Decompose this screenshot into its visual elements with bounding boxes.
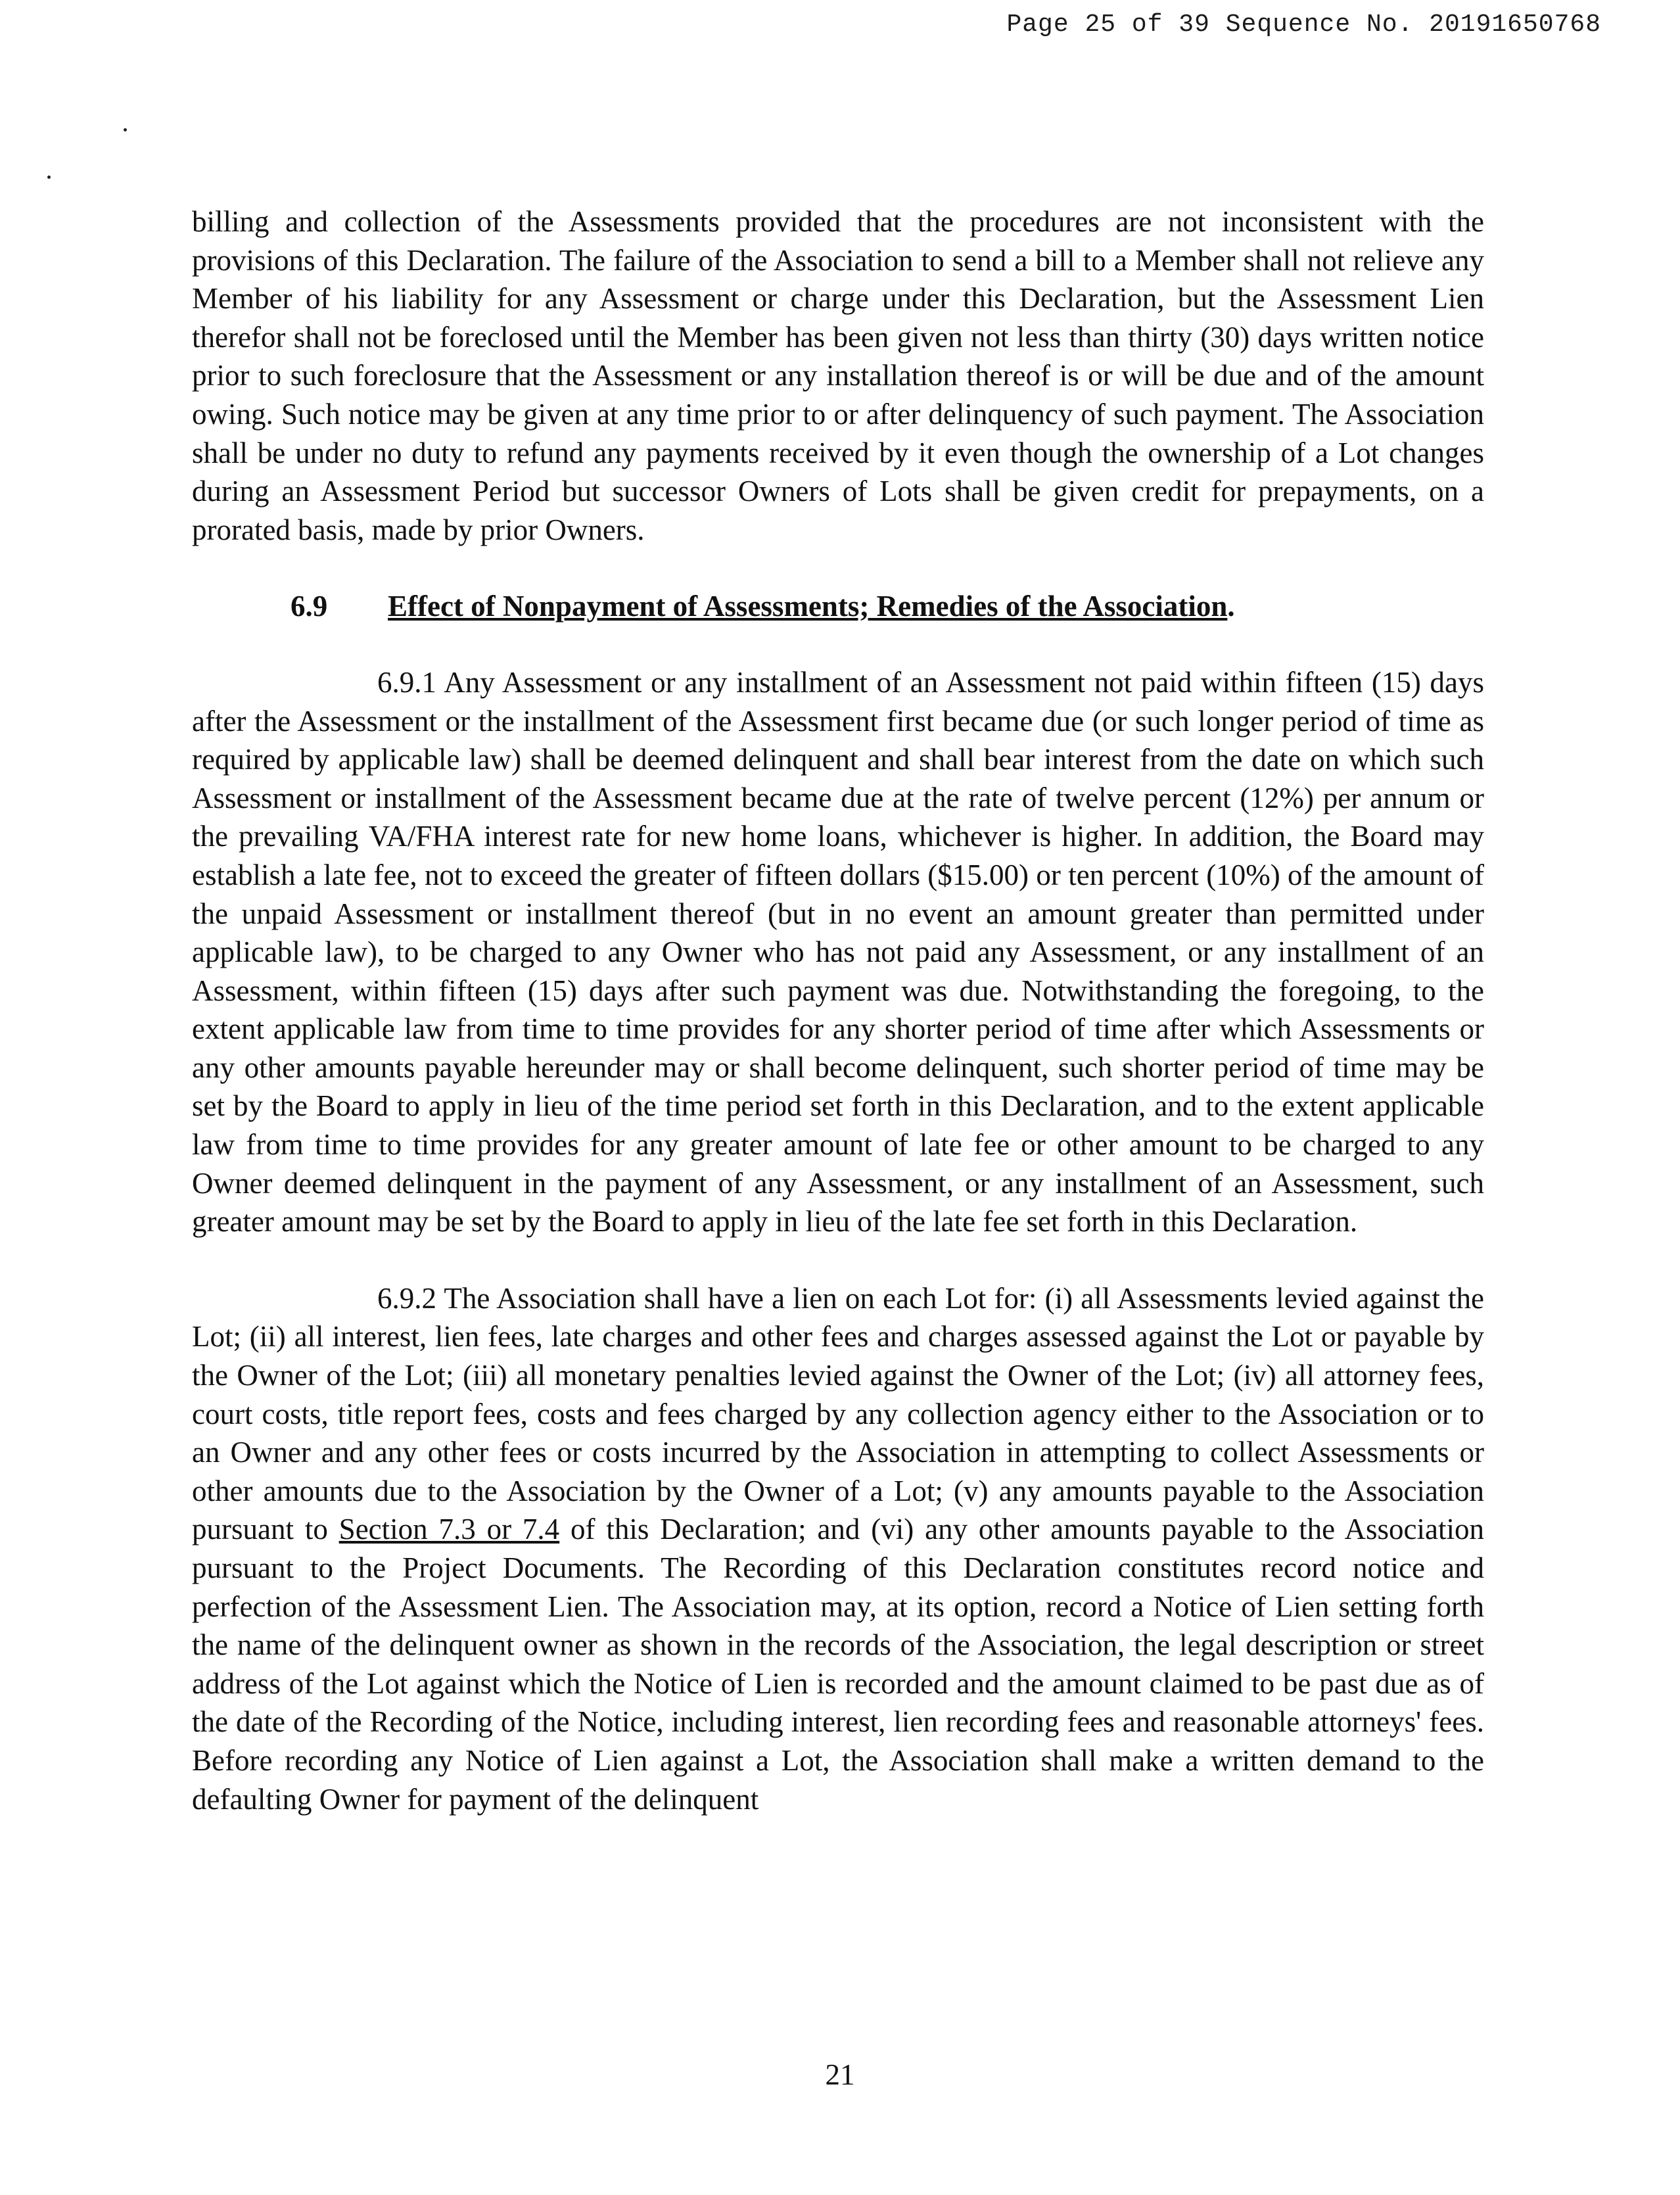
intro-paragraph: billing and collection of the Assessments provided that the procedures are not inconsistent with the provisions of this Declaration. The failure of the Association to send a bill to a Member shall not relieve any Member of his liability for any Assessment or charge under this Declaration, but the Assessment Lien therefor shall not be foreclosed until the Member has been given not less than thirty (30) days written notice prior to such foreclosure that the Assessment or any installation thereof is or will be due and of the amount owing. Such notice may be given at any time prior to or after delinquency of such payment. The Association shall be under no duty to refund any payments received by it even though the ownership of a Lot changes during an Assessment Period but successor Owners of Lots shall be given credit for prepayments, on a prorated basis, made by prior Owners. bbox=[192, 205, 1484, 546]
section-heading bbox=[192, 587, 1484, 626]
scan-speck bbox=[47, 176, 51, 179]
section-reference: Section 7.3 or 7.4 bbox=[338, 1513, 560, 1546]
page-sequence-header: Page 25 of 39 Sequence No. 20191650768 bbox=[1006, 11, 1601, 39]
section-title-suffix: . bbox=[1227, 590, 1235, 623]
scan-speck bbox=[124, 128, 127, 131]
section-number: 6.9 bbox=[291, 590, 328, 623]
paragraph-6-9-1: 6.9.1 Any Assessment or any installment of an Assessment not paid within fifteen (15) days after the Assessment or the installment of the Assessment first became due (or such longer period of time as required by applicable law) shall be deemed delinquent and shall bear interest from the date on which such Assessment or installment of the Assessment became due at the rate of twelve percent (12%) per annum or the prevailing VA/FHA interest rate for new home loans, whichever is higher. In addition, the Board may establish a late fee, not to exceed the greater of fifteen dollars ($15.00) or ten percent (10%) of the amount of the unpaid Assessment or installment thereof (but in no event an amount greater than permitted under applicable law), to be charged to any Owner who has not paid any Assessment, or any installment of an Assessment, within fifteen (15) days after such payment was due. Notwithstanding the foregoing, to the extent applicable law from time to time provides for any shorter period of time after which Assessments or any other amounts payable hereunder may or shall become delinquent, such shorter period of time may be set by the Board to apply in lieu of the time period set forth in this Declaration, and to the extent applicable law from time to time provides for any greater amount of late fee or other amount to be charged to any Owner deemed delinquent in the payment of any Assessment, or any installment of an Assessment, such greater amount may be set by the Board to apply in lieu of the late fee set forth in this Declaration. bbox=[192, 665, 1484, 1239]
paragraph-6-9-2 bbox=[192, 1279, 1484, 1818]
document-body bbox=[192, 202, 1484, 1818]
page-number: 21 bbox=[825, 2058, 855, 2091]
paragraph-6-9-2-text-continued: of this Declaration; and (vi) any other amounts payable to the Association pursuant to the Project Documents. The Recording of this Declaration constitutes record notice and perfection of the Assessment Lien. The Association may, at its option, record a Notice of Lien setting forth the name of the delinquent owner as shown in the records of the Association, the legal description or street address of the Lot against which the Notice of Lien is recorded and the amount claimed to be past due as of the date of the Recording of the Notice, including interest, lien recording fees and reasonable attorneys' fees. Before recording any Notice of Lien against a Lot, the Association shall make a written demand to the defaulting Owner for payment of the delinquent bbox=[192, 1513, 1484, 1816]
section-title: Effect of Nonpayment of Assessments; Remedies of the Association bbox=[388, 590, 1228, 623]
paragraph-6-9-2-text: 6.9.2 The Association shall have a lien on each Lot for: (i) all Assessments levied against the Lot; (ii) all interest, lien fees, late charges and other fees and charges assessed against the Lot or payable by the Owner of the Lot; (iii) all monetary penalties levied against the Owner of the Lot; (iv) all attorney fees, court costs, title report fees, costs and fees charged by any collection agency either to the Association or to an Owner and any other fees or costs incurred by the Association in attempting to collect Assessments or other amounts due to the Association by the Owner of a Lot; (v) any amounts payable to the Association pursuant to bbox=[192, 1281, 1484, 1546]
